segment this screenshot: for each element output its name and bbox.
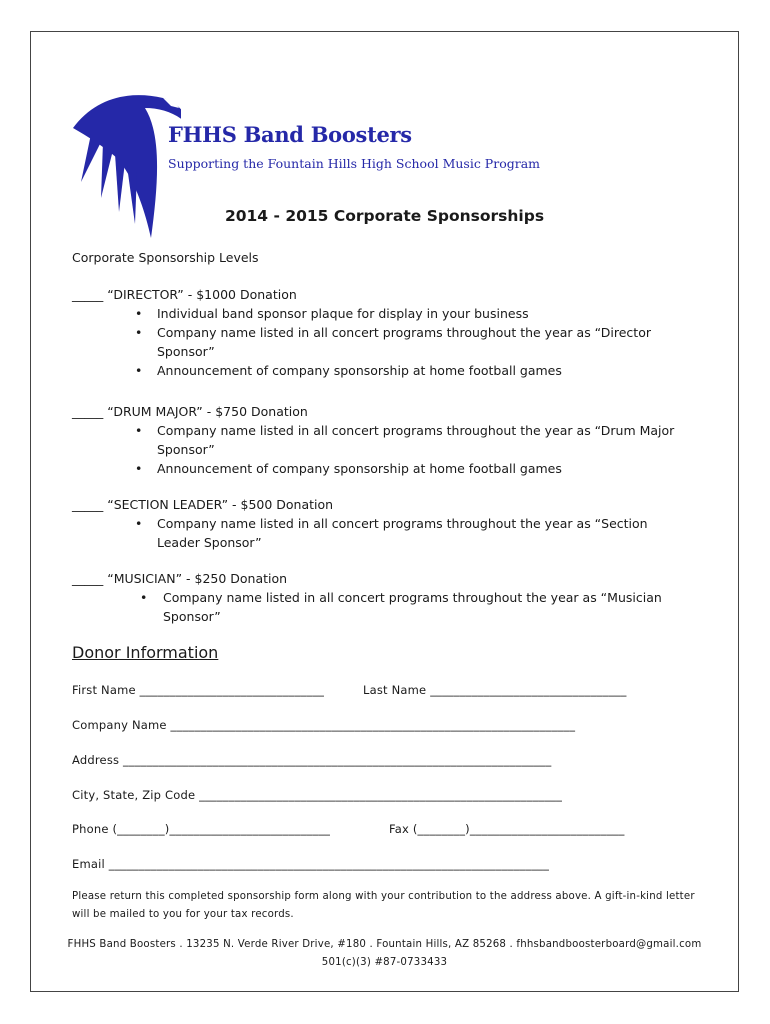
footer-tax-id: 501(c)(3) #87-0733433 <box>321 957 448 968</box>
page-title: 2014 - 2015 Corporate Sponsorships <box>224 207 545 225</box>
phone-field[interactable]: Phone (________)___________________________ <box>72 822 331 836</box>
level-director <box>72 285 692 380</box>
return-instructions: Please return this completed sponsorship form along with your contribution to the address above. A gift-in-kind letter will be mailed to you for your tax records. <box>72 891 695 920</box>
benefit-item: • Announcement of company sponsorship at home football games <box>72 361 692 380</box>
level-heading: _____ “MUSICIAN” - $250 Donation <box>72 571 288 586</box>
benefit-item: • Company name listed in all concert programs throughout the year as “Drum Major Sponsor” <box>72 421 692 459</box>
company-name-field[interactable]: Company Name ____________________________________________________________________ <box>72 718 576 732</box>
levels-heading: Corporate Sponsorship Levels <box>72 250 259 265</box>
benefit-item: • Announcement of company sponsorship at home football games <box>72 459 692 478</box>
benefit-item: • Company name listed in all concert programs throughout the year as “Musician Sponsor” <box>72 588 692 626</box>
level-heading: _____ “DRUM MAJOR” - $750 Donation <box>72 404 308 419</box>
first-name-field[interactable]: First Name _______________________________ <box>72 683 325 697</box>
donor-information-heading: Donor Information <box>72 643 219 662</box>
footer <box>31 936 738 972</box>
address-field[interactable]: Address ________________________________________________________________________ <box>72 753 552 767</box>
org-tagline: Supporting the Fountain Hills High School Music Program <box>168 156 540 171</box>
level-musician <box>72 569 692 626</box>
sponsorship-form-page <box>30 31 739 992</box>
level-heading: _____ “SECTION LEADER” - $500 Donation <box>72 497 334 512</box>
email-field[interactable]: Email __________________________________________________________________________ <box>72 857 550 871</box>
benefit-item: • Company name listed in all concert programs throughout the year as “Section Leader Sponsor” <box>72 514 692 552</box>
level-drum-major <box>72 402 692 478</box>
level-section-leader <box>72 495 692 552</box>
benefit-item: • Individual band sponsor plaque for display in your business <box>72 304 692 323</box>
fax-field[interactable]: Fax (________)__________________________ <box>389 822 625 836</box>
benefit-item: • Company name listed in all concert programs throughout the year as “Director Sponsor” <box>72 323 692 361</box>
footer-address: FHHS Band Boosters . 13235 N. Verde River Drive, #180 . Fountain Hills, AZ 85268 . fhhsbandboosterboard@gmail.com <box>67 939 702 950</box>
last-name-field[interactable]: Last Name _________________________________ <box>363 683 627 697</box>
level-heading: _____ “DIRECTOR” - $1000 Donation <box>72 287 297 302</box>
org-name: FHHS Band Boosters <box>168 122 412 147</box>
city-state-zip-field[interactable]: City, State, Zip Code _____________________________________________________________ <box>72 788 563 802</box>
